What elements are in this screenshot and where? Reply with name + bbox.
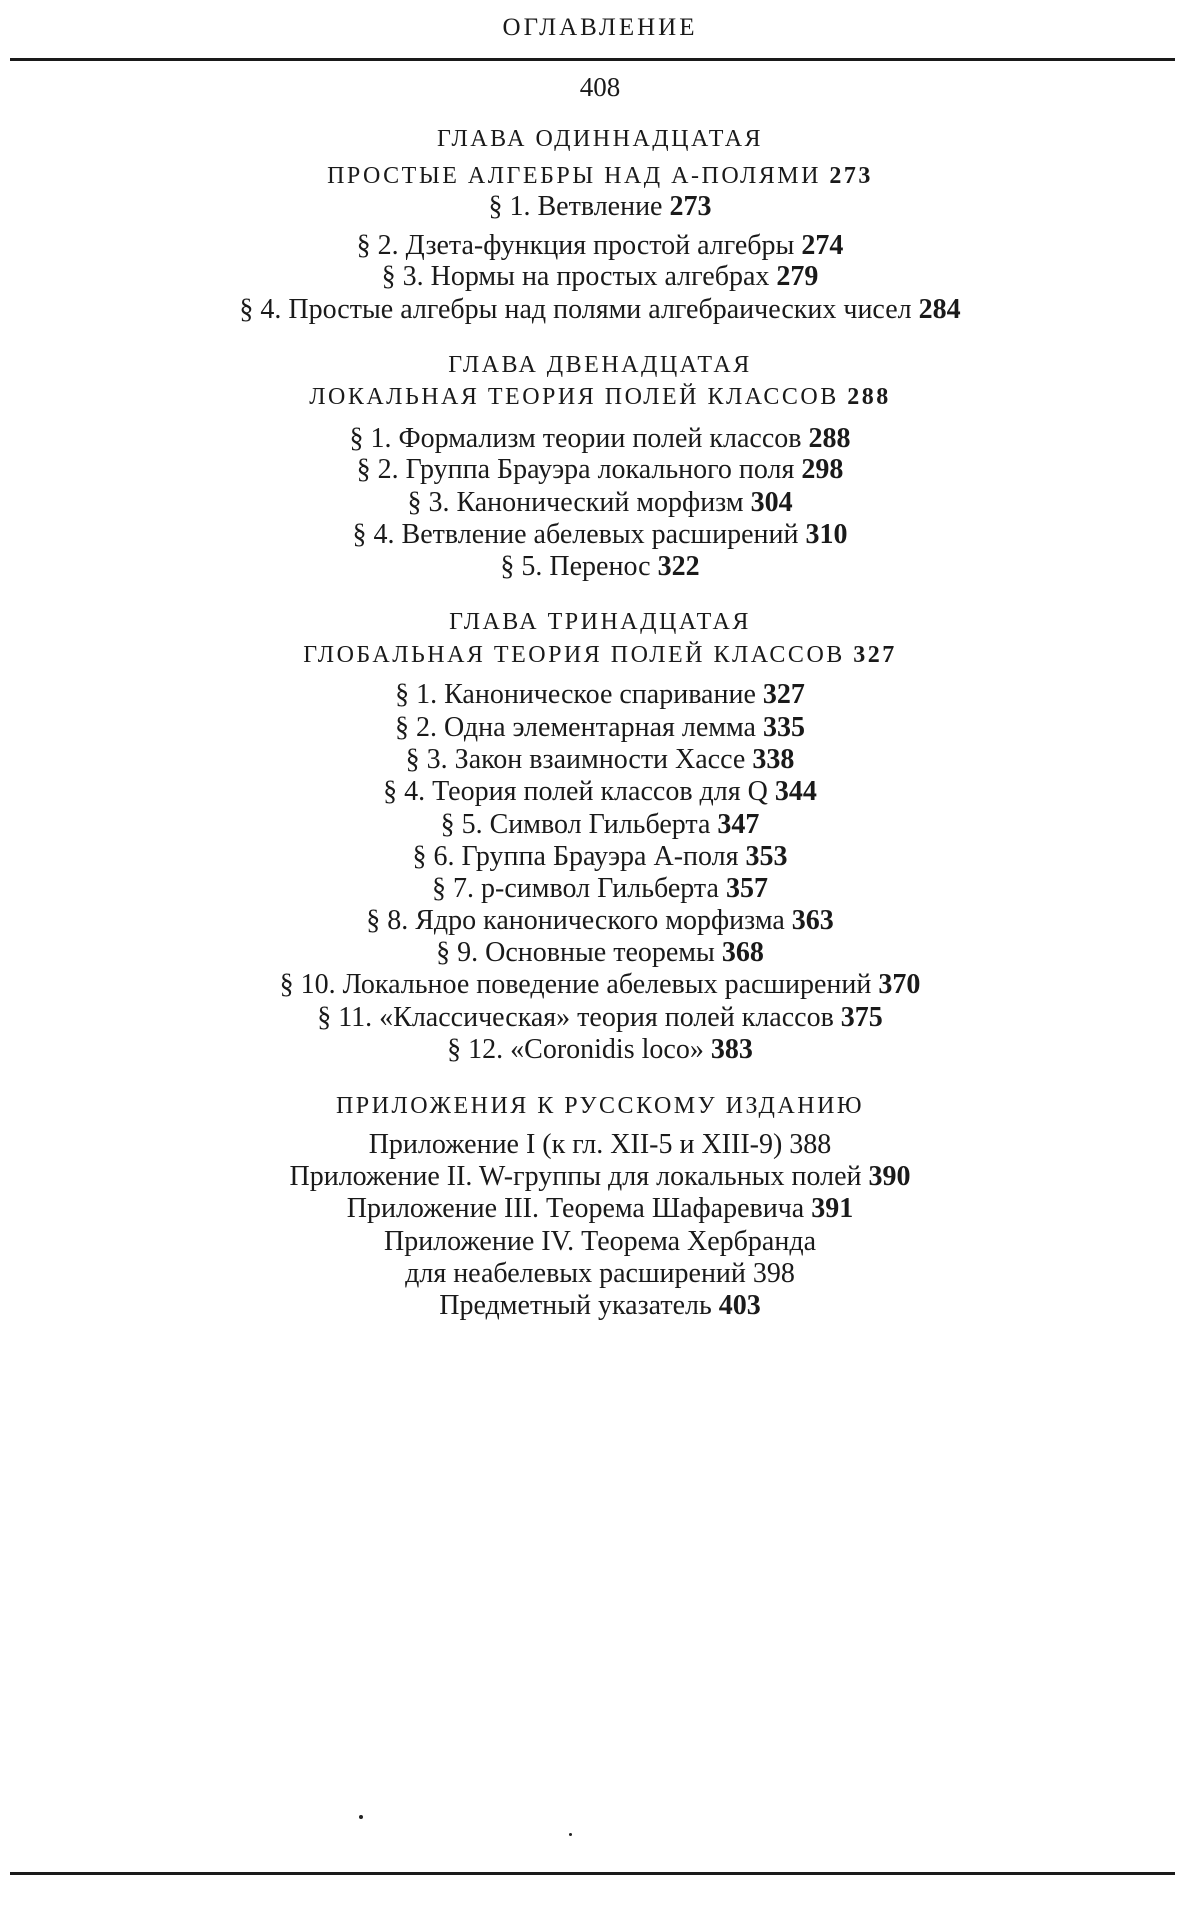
appendix-entry: Приложение IV. Теорема Хербранда <box>383 1226 817 1257</box>
appendix-entry: Предметный указатель 403 <box>439 1290 761 1321</box>
toc-entry: § 3. Нормы на простых алгебрах 279 <box>381 261 819 292</box>
appendix-entry: Приложение II. W-группы для локальных полей 390 <box>289 1161 911 1192</box>
toc-entry: § 12. «Coronidis loco» 383 <box>447 1034 753 1065</box>
toc-entry: § 2. Дзета-функция простой алгебры 274 <box>356 230 844 261</box>
appendix-entry: для неабелевых расширений 398 <box>405 1258 795 1289</box>
chapter-label: ГЛАВА ОДИННАДЦАТАЯ <box>436 126 764 152</box>
chapter-label: ГЛАВА ТРИНАДЦАТАЯ <box>449 609 751 635</box>
toc-entry: § 1. Ветвление 273 <box>488 191 712 222</box>
speck <box>359 1815 363 1819</box>
chapter-title: ПРОСТЫЕ АЛГЕБРЫ НАД А-ПОЛЯМИ 273 <box>327 163 873 189</box>
appendix-heading: ПРИЛОЖЕНИЯ К РУССКОМУ ИЗДАНИЮ <box>335 1093 865 1119</box>
toc-entry: § 6. Группа Брауэра А-поля 353 <box>412 841 788 872</box>
chapter-title: ЛОКАЛЬНАЯ ТЕОРИЯ ПОЛЕЙ КЛАССОВ 288 <box>309 384 891 410</box>
toc-entry: § 4. Теория полей классов для Q 344 <box>383 776 817 807</box>
toc-entry: § 2. Одна элементарная лемма 335 <box>395 712 805 743</box>
running-head: ОГЛАВЛЕНИЕ <box>502 14 698 41</box>
toc-entry: § 4. Простые алгебры над полями алгебраических чисел 284 <box>239 294 961 325</box>
chapter-label: ГЛАВА ДВЕНАДЦАТАЯ <box>448 352 752 378</box>
toc-entry: § 1. Каноническое спаривание 327 <box>395 679 805 710</box>
appendix-entry: Приложение III. Теорема Шафаревича 391 <box>346 1193 854 1224</box>
header-rule <box>10 58 1175 61</box>
toc-entry: § 2. Группа Брауэра локального поля 298 <box>356 454 844 485</box>
toc-entry: § 11. «Классическая» теория полей классов 375 <box>317 1002 883 1033</box>
toc-entry: § 10. Локальное поведение абелевых расширений 370 <box>279 969 921 1000</box>
toc-entry: § 1. Формализм теории полей классов 288 <box>349 423 851 454</box>
toc-entry: § 5. Символ Гильберта 347 <box>440 809 760 840</box>
toc-entry: § 4. Ветвление абелевых расширений 310 <box>352 519 848 550</box>
toc-entry: § 3. Закон взаимности Хассе 338 <box>405 744 795 775</box>
toc-entry: § 5. Перенос 322 <box>500 551 700 582</box>
toc-entry: § 3. Канонический морфизм 304 <box>407 487 793 518</box>
toc-entry: § 9. Основные теоремы 368 <box>436 937 764 968</box>
toc-entry: § 7. p-символ Гильберта 357 <box>432 873 768 904</box>
chapter-title: ГЛОБАЛЬНАЯ ТЕОРИЯ ПОЛЕЙ КЛАССОВ 327 <box>303 642 897 668</box>
toc-entry: § 8. Ядро канонического морфизма 363 <box>366 905 834 936</box>
page-number: 408 <box>579 72 621 102</box>
speck <box>569 1833 572 1836</box>
appendix-entry: Приложение I (к гл. XII-5 и XIII-9) 388 <box>368 1129 832 1160</box>
footer-rule <box>10 1872 1175 1875</box>
